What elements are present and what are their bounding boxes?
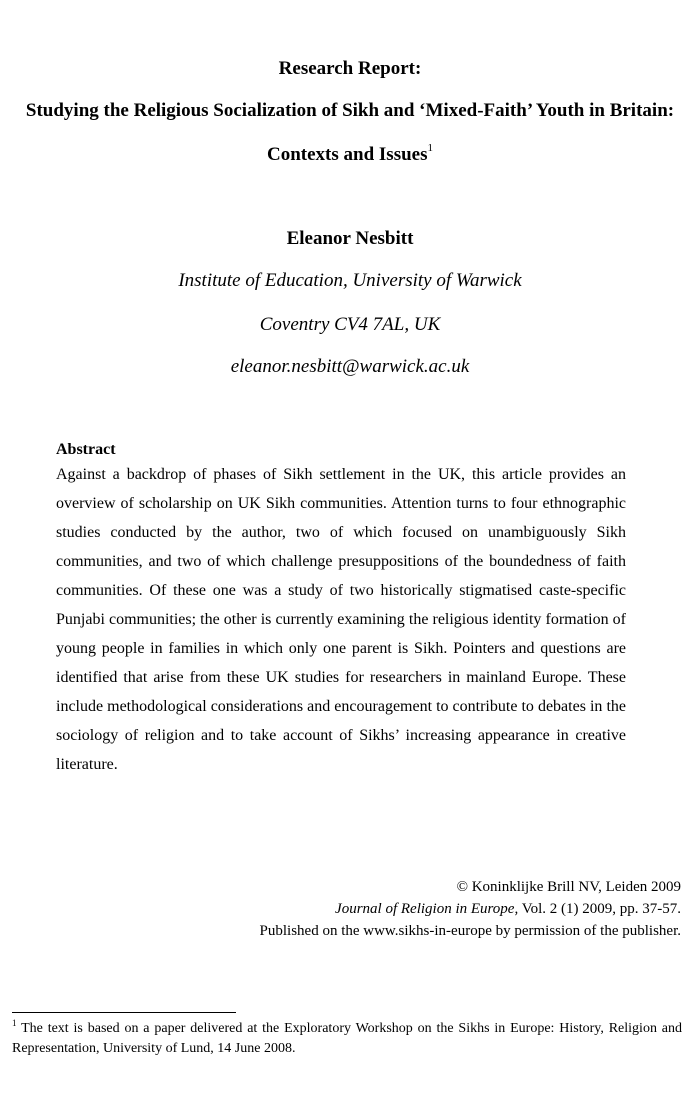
author-address: Coventry CV4 7AL, UK xyxy=(259,314,441,335)
permission-line: Published on the www.sikhs-in-europe by permission of the publisher. xyxy=(259,923,681,939)
title-footnote-marker[interactable]: 1 xyxy=(427,142,433,154)
title-line-1: Studying the Religious Socialization of Sikh and ‘Mixed-Faith’ Youth in Britain: xyxy=(25,100,675,121)
title-line-2 xyxy=(0,144,700,166)
title-line-2-text: Contexts and Issues xyxy=(267,144,428,165)
publication-info xyxy=(81,876,681,942)
footnote-text: The text is based on a paper delivered at the Exploratory Workshop on the Sikhs in Europe: History, Religion and Representation, University of Lund, 14 June 2008. xyxy=(12,1021,682,1056)
footnote xyxy=(12,1019,682,1059)
author-email[interactable]: eleanor.nesbitt@warwick.ac.uk xyxy=(230,356,470,377)
copyright-line: © Koninklijke Brill NV, Leiden 2009 xyxy=(456,879,681,895)
abstract-text: Against a backdrop of phases of Sikh settlement in the UK, this article provides an overview of scholarship on UK Sikh communities. Attention turns to four ethnographic studies conducted by the author, two of which focused on unambiguously Sikh communities, and two of which challenge presuppositions of the boundedness of faith communities. Of these one was a study of two historically stigmatised caste-specific Punjabi communities; the other is currently examining the religious identity formation of young people in families in which only one parent is Sikh. Pointers and questions are identified that arise from these UK studies for researchers in mainland Europe. These include methodological considerations and encouragement to contribute to debates in the sociology of religion and to take account of Sikhs’ increasing appearance in creative literature. xyxy=(56,466,626,773)
footnote-marker: 1 xyxy=(12,1018,17,1028)
journal-line xyxy=(81,898,681,920)
report-label: Research Report: xyxy=(278,58,422,79)
author-institution: Institute of Education, University of Warwick xyxy=(178,270,522,291)
abstract-heading: Abstract xyxy=(56,441,116,458)
journal-volume: Vol. 2 (1) 2009, pp. 37-57. xyxy=(518,901,681,917)
journal-name: Journal of Religion in Europe, xyxy=(335,901,519,917)
author-name: Eleanor Nesbitt xyxy=(286,228,414,249)
footnote-divider xyxy=(12,1012,236,1013)
